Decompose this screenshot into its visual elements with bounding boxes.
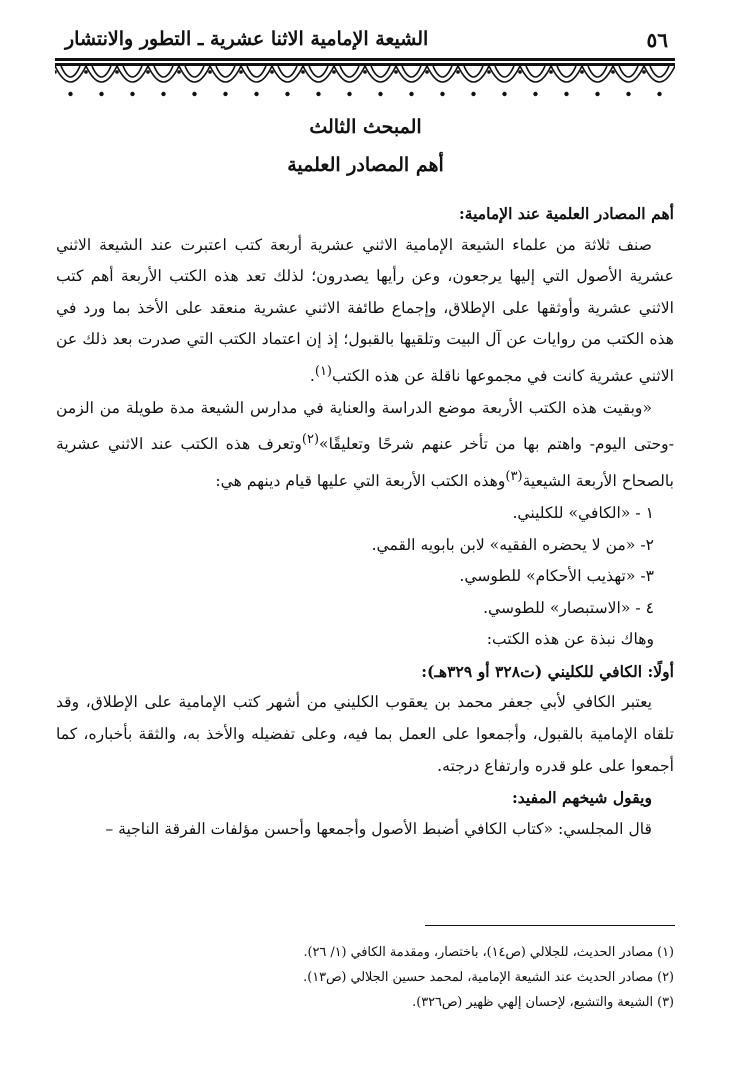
intro-title: أهم المصادر العلمية عند الإمامية: bbox=[458, 204, 674, 223]
footnotes bbox=[56, 940, 674, 1015]
book-item-1: ١ - «الكافي» للكليني. bbox=[512, 503, 654, 522]
footnote-3: (٣) الشيعة والتشيع، لإحسان إلهي ظهير (ص٣٢٦). bbox=[412, 995, 674, 1010]
paragraph-3: يعتبر الكافي لأبي جعفر محمد بن يعقوب الكليني من أشهر كتب الإمامية على الإطلاق، وقد تلقاه الإمامية بالقبول، وأجمعوا على العمل بما فيه، وعلى تفضيله والأخذ به، والثقة بأخباره، كما أجمعوا على علو قدره وارتفاع درجته. bbox=[56, 693, 674, 775]
footnote-1: (١) مصادر الحديث، للجلالي (ص١٤)، باختصار، ومقدمة الكافي (١/ ٢٦). bbox=[303, 945, 674, 960]
footnote-ref-3[interactable]: (٣) bbox=[505, 469, 523, 485]
book-item-4: ٤ - «الاستبصار» للطوسي. bbox=[483, 598, 654, 617]
paragraph-4: قال المجلسي: «كتاب الكافي أضبط الأصول وأجمعها وأحسن مؤلفات الفرقة الناجية – bbox=[105, 819, 652, 838]
overview-line: وهاك نبذة عن هذه الكتب: bbox=[486, 630, 654, 649]
body-text bbox=[56, 198, 674, 845]
section-heading: المبحث الثالث bbox=[309, 116, 422, 138]
book-item-3: ٣- «تهذيب الأحكام» للطوسي. bbox=[459, 567, 654, 586]
book-title: الشيعة الإمامية الاثنا عشرية ـ التطور والانتشار bbox=[65, 28, 429, 50]
paragraph-1: صنف ثلاثة من علماء الشيعة الإمامية الاثني عشرية أربعة كتب اعتبرت عند الشيعة الاثني عشرية الأصول التي إليها يرجعون، وعن رأيها يصدرون؛ لذلك تعد هذه الكتب الأربعة أهم كتب الاثني عشرية وأوثقها على الإطلاق، وإجماع طائفة الاثني عشرية منعقد على الأخذ بما ورد في هذه الكتب من روايات عن آل البيت وتلقيها بالقبول؛ إذ إن اعتماد الكتب التي صدرت بعد ذلك عن الاثني عشرية كانت في مجموعها ناقلة عن هذه الكتب$^{(١)}$. bbox=[56, 235, 674, 386]
kafi-title: أولًا: الكافي للكليني (ت٣٢٨ أو ٣٢٩هـ): bbox=[421, 661, 674, 681]
footnote-ref-1[interactable]: (١) bbox=[314, 363, 332, 379]
book-item-2: ٢- «من لا يحضره الفقيه» لابن بابويه القمي. bbox=[371, 535, 654, 554]
page-number: ٥٦ bbox=[646, 28, 668, 52]
paragraph-2: «وبقيت هذه الكتب الأربعة موضع الدراسة والعناية في مدارس الشيعة مدة طويلة من الزمن -وحتى اليوم- واهتم بها من تأخر عنهم شرحًا وتعليقًا»$^{(٢)}$وتعرف هذه الكتب عند الاثني عشرية بالصحاح الأربعة الشيعية$^{(٣)}$وهذه الكتب الأربعة التي عليها قيام دينهم هي: bbox=[56, 398, 674, 491]
footnote-2: (٢) مصادر الحديث عند الشيعة الإمامية، لمحمد حسين الجلالي (ص١٣). bbox=[303, 970, 674, 985]
section-subheading: أهم المصادر العلمية bbox=[287, 154, 444, 176]
ornament-pattern bbox=[55, 63, 675, 66]
ornamental-border bbox=[55, 54, 675, 104]
footnote-ref-2[interactable]: (٢) bbox=[301, 432, 320, 448]
footnote-divider bbox=[425, 925, 675, 926]
mufid-title: ويقول شيخهم المفيد: bbox=[511, 788, 652, 808]
